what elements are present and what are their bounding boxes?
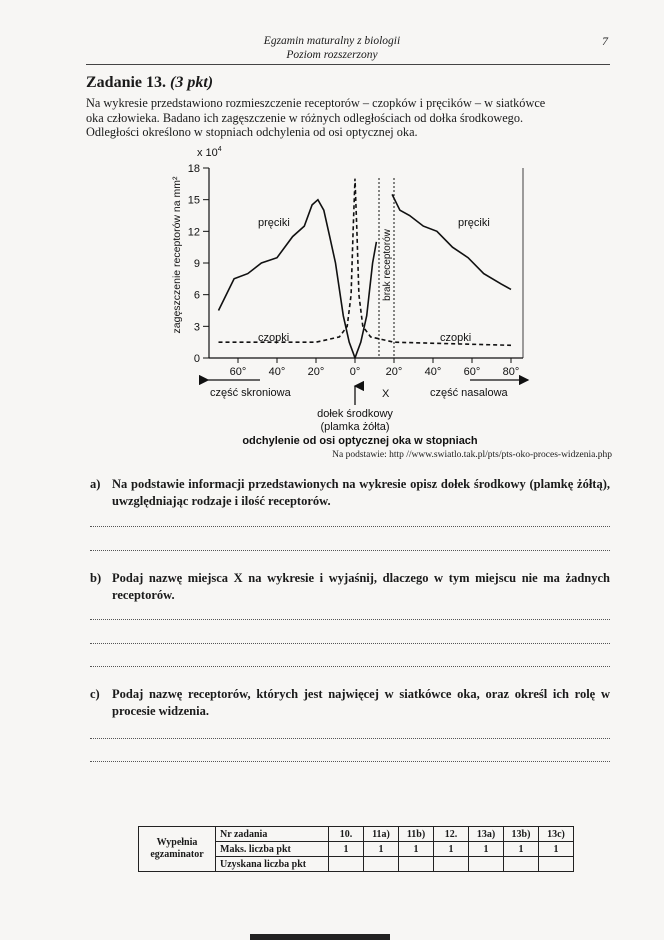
rods-label-nasal: pręciki <box>458 217 490 229</box>
max-points-cell: 1 <box>504 842 539 857</box>
question-text: Podaj nazwę receptorów, których jest najwięcej w siatkówce oka, oraz określ ich rolę w procesie widzenia. <box>112 687 610 718</box>
row-label: Maks. liczba pkt <box>216 842 329 857</box>
task-number-cell: 10. <box>329 827 364 842</box>
task-number-cell: 11a) <box>364 827 399 842</box>
answer-line[interactable] <box>90 526 610 527</box>
rods-label-temporal: pręciki <box>258 217 290 229</box>
task-number-cell: 13c) <box>539 827 574 842</box>
score-table <box>138 826 574 872</box>
x-tick-label: 80° <box>502 366 520 378</box>
y-tick-label: 15 <box>187 194 200 207</box>
page-number: 7 <box>602 34 608 48</box>
examiner-label: Wypełnia egzaminator <box>139 827 216 872</box>
question-letter: b) <box>90 571 102 585</box>
exam-level: Poziom rozszerzony <box>286 49 378 61</box>
exam-title: Egzamin maturalny z biologii <box>263 35 401 47</box>
receptor-density-chart <box>140 143 560 453</box>
answer-line[interactable] <box>90 550 610 551</box>
answer-line[interactable] <box>90 643 610 644</box>
answer-line[interactable] <box>90 666 610 667</box>
blind-spot-label: brak receptorów <box>382 229 393 301</box>
x-tick-label: 40° <box>424 366 442 378</box>
max-points-cell: 1 <box>329 842 364 857</box>
question-text: Na podstawie informacji przedstawionych na wykresie opisz dołek środkowy (plamkę żółtą), uwzględniając rodzaje i ilość receptorów. <box>112 477 610 508</box>
y-tick-label: 18 <box>187 163 200 175</box>
question-letter: a) <box>90 477 101 491</box>
task-number-cell: 13a) <box>469 827 504 842</box>
x-tick-label: 20° <box>307 366 325 378</box>
intro-line: Odległości określono w stopniach odchylenia od osi optycznej oka. <box>86 125 418 140</box>
max-points-cell: 1 <box>469 842 504 857</box>
question-a <box>90 476 610 510</box>
max-points-cell: 1 <box>539 842 574 857</box>
max-points-cell: 1 <box>399 842 434 857</box>
max-points-cell: 1 <box>364 842 399 857</box>
question-letter: c) <box>90 687 100 701</box>
task-points: (3 pkt) <box>170 74 214 91</box>
question-c <box>90 686 610 720</box>
x-tick-label: 40° <box>268 366 286 378</box>
task-number-cell: 12. <box>434 827 469 842</box>
scan-edge-mark <box>250 934 390 940</box>
task-title <box>86 74 213 92</box>
task-number-cell: 13b) <box>504 827 539 842</box>
answer-line[interactable] <box>90 761 610 762</box>
score-input-cell[interactable] <box>539 857 574 872</box>
question-b <box>90 570 610 604</box>
fovea-sublabel: (plamka żółta) <box>320 421 390 433</box>
temporal-label: część skroniowa <box>210 387 291 399</box>
y-ticks <box>188 163 209 365</box>
score-input-cell[interactable] <box>399 857 434 872</box>
fovea-label: dołek środkowy <box>317 408 393 420</box>
score-input-cell[interactable] <box>434 857 469 872</box>
y-tick-label: 0 <box>193 353 200 365</box>
intro-line: oka człowieka. Badano ich zagęszczenie w różnych odległościach od dołka środkowego. <box>86 110 524 125</box>
nasal-label: część nasalowa <box>430 387 508 399</box>
row-label: Nr zadania <box>216 827 329 842</box>
page-header <box>0 34 664 62</box>
answer-line[interactable] <box>90 738 610 739</box>
rods-curve-temporal <box>219 200 377 358</box>
cones-label-nasal: czopki <box>440 332 472 344</box>
x-tick-label: 60° <box>229 366 247 378</box>
x-tick-label: 60° <box>463 366 481 378</box>
y-tick-label: 6 <box>193 289 200 302</box>
score-input-cell[interactable] <box>504 857 539 872</box>
x-ticks <box>230 358 520 378</box>
y-multiplier: x $10^4$ <box>197 146 222 159</box>
question-text: Podaj nazwę miejsca X na wykresie i wyjaśnij, dlaczego w tym miejscu nie ma żadnych receptorów. <box>112 571 610 602</box>
x-tick-label: 20° <box>385 366 403 378</box>
task-number: Zadanie 13. <box>86 74 167 91</box>
x-axis-label: odchylenie od osi optycznej oka w stopniach <box>242 435 478 447</box>
task-intro <box>86 96 612 140</box>
score-input-cell[interactable] <box>329 857 364 872</box>
y-tick-label: 3 <box>193 321 200 334</box>
x-marker: X <box>382 388 390 400</box>
y-tick-label: 9 <box>193 258 200 270</box>
cones-label-temporal: czopki <box>258 332 290 344</box>
header-divider <box>86 64 610 65</box>
x-tick-label: 0° <box>349 366 361 378</box>
y-axis-label: zagęszczenie receptorów na mm² <box>171 176 183 334</box>
y-tick-label: 12 <box>187 226 200 239</box>
task-number-cell: 11b) <box>399 827 434 842</box>
intro-line: Na wykresie przedstawiono rozmieszczenie receptorów – czopków i pręcików – w siatkówce <box>86 96 546 110</box>
score-input-cell[interactable] <box>364 857 399 872</box>
score-input-cell[interactable] <box>469 857 504 872</box>
max-points-cell: 1 <box>434 842 469 857</box>
rods-curve-nasal <box>392 194 511 289</box>
figure-source: Na podstawie: http //www.swiatlo.tak.pl/pts/pts-oko-proces-widzenia.php <box>332 450 612 460</box>
row-label: Uzyskana liczba pkt <box>216 857 329 872</box>
answer-line[interactable] <box>90 619 610 620</box>
